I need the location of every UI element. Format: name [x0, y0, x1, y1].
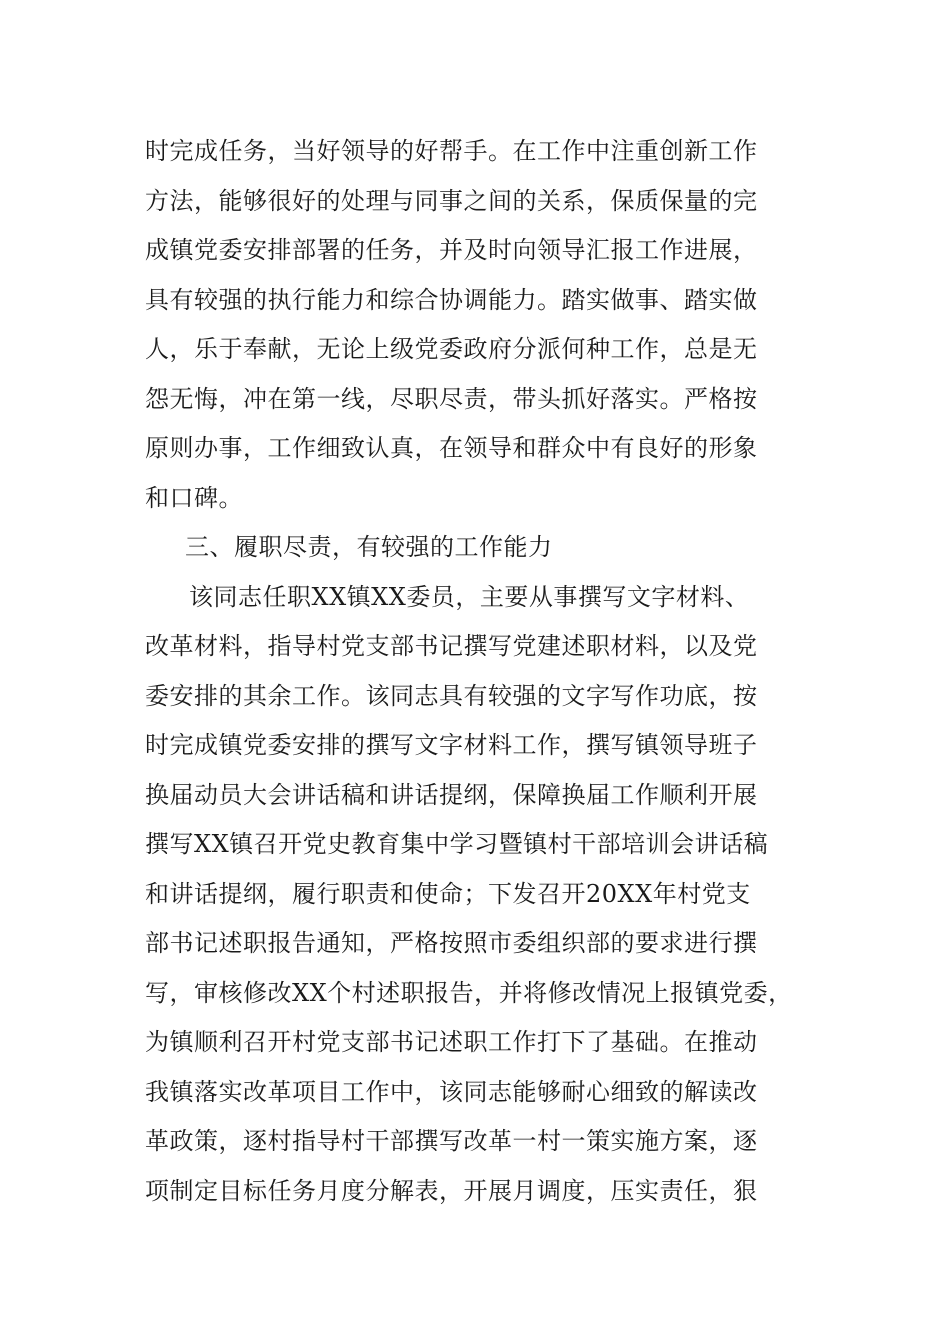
text-line: 写，审核修改XX个村述职报告，并将修改情况上报镇党委，	[145, 978, 793, 1007]
text-line: 该同志任职XX镇XX委员，主要从事撰写文字材料、	[189, 582, 750, 611]
text-line: 和讲话提纲，履行职责和使命；下发召开20XX年村党支	[145, 879, 751, 908]
text-line: 成镇党委安排部署的任务，并及时向领导汇报工作进展，	[145, 236, 758, 264]
text-line: 时完成镇党委安排的撰写文字材料工作，撰写镇领导班子	[145, 731, 758, 759]
text-line: 委安排的其余工作。该同志具有较强的文字写作功底，按	[145, 681, 758, 710]
text-line: 原则办事，工作细致认真，在领导和群众中有良好的形象	[145, 434, 758, 462]
text-line: 撰写XX镇召开党史教育集中学习暨镇村干部培训会讲话稿	[145, 830, 769, 858]
text-line: 和口碑。	[145, 483, 243, 512]
text-line: 项制定目标任务月度分解表，开展月调度，压实责任，狠	[145, 1176, 758, 1205]
text-line: 方法，能够很好的处理与同事之间的关系，保质保量的完	[145, 186, 758, 215]
text-line: 人，乐于奉献，无论上级党委政府分派何种工作，总是无	[145, 335, 758, 363]
text-line: 部书记述职报告通知，严格按照市委组织部的要求进行撰	[145, 929, 758, 957]
section-heading: 三、履职尽责，有较强的工作能力	[185, 533, 553, 561]
text-line: 换届动员大会讲话稿和讲话提纲，保障换届工作顺利开展	[145, 780, 758, 809]
text-line: 时完成任务，当好领导的好帮手。在工作中注重创新工作	[145, 137, 758, 165]
text-line: 革政策，逐村指导村干部撰写改革一村一策实施方案，逐	[145, 1127, 758, 1155]
body-text	[145, 127, 845, 1216]
text-line: 我镇落实改革项目工作中，该同志能够耐心细致的解读改	[145, 1077, 758, 1106]
text-line: 怨无悔，冲在第一线，尽职尽责，带头抓好落实。严格按	[145, 384, 758, 413]
text-line: 具有较强的执行能力和综合协调能力。踏实做事、踏实做	[145, 285, 758, 314]
text-line: 为镇顺利召开村党支部书记述职工作打下了基础。在推动	[145, 1028, 758, 1056]
text-line: 改革材料，指导村党支部书记撰写党建述职材料，以及党	[145, 632, 758, 660]
